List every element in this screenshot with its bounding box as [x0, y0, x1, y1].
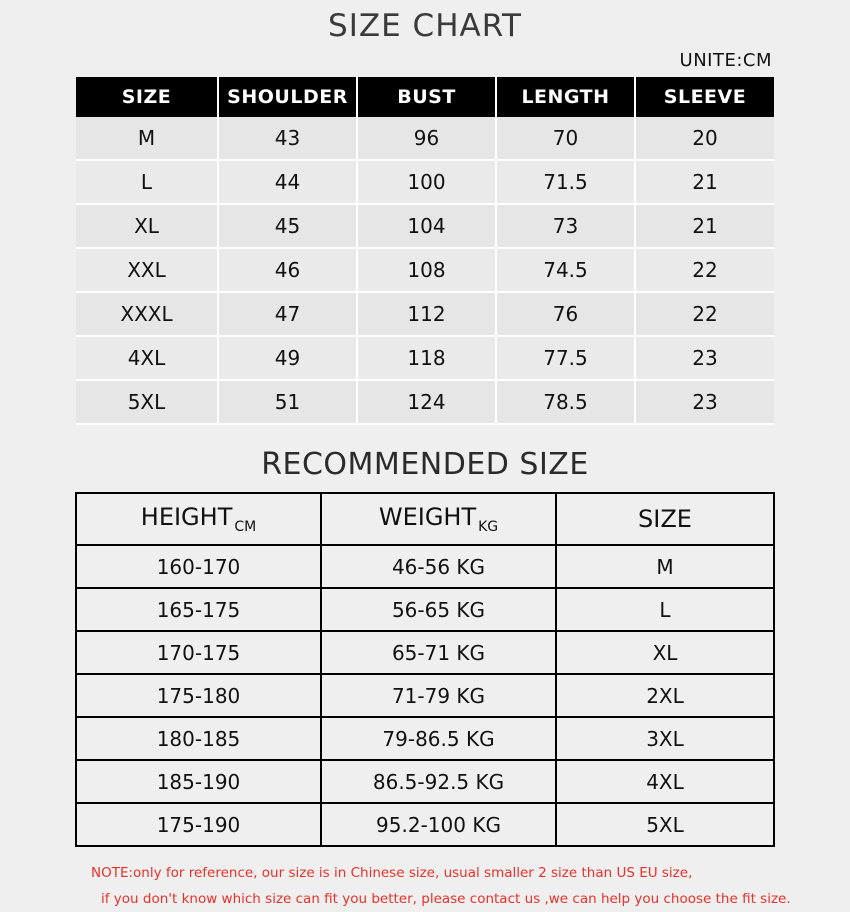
cell-sleeve: 22 — [635, 292, 774, 336]
note-block — [75, 861, 791, 912]
rec-header-row — [76, 493, 774, 545]
cell-bust: 108 — [357, 248, 496, 292]
column-header-recsize — [556, 493, 774, 545]
cell-height: 160-170 — [76, 545, 321, 588]
cell-height: 165-175 — [76, 588, 321, 631]
cell-weight: 95.2-100 KG — [321, 803, 556, 846]
table-header-row — [76, 77, 774, 117]
table-row — [76, 674, 774, 717]
note-line-1: NOTE:only for reference, our size is in Chinese size, usual smaller 2 size than US EU size, — [91, 865, 693, 881]
recommended-size-title: RECOMMENDED SIZE — [261, 447, 589, 482]
cell-weight: 79-86.5 KG — [321, 717, 556, 760]
cell-shoulder: 46 — [218, 248, 357, 292]
cell-height: 180-185 — [76, 717, 321, 760]
recommended-size-table — [75, 492, 775, 847]
cell-weight: 86.5-92.5 KG — [321, 760, 556, 803]
cell-length: 78.5 — [496, 380, 635, 424]
cell-size: L — [76, 160, 218, 204]
cell-weight: 56-65 KG — [321, 588, 556, 631]
unit-label: UNITE:CM — [679, 50, 772, 71]
cell-size: 2XL — [556, 674, 774, 717]
table-row — [76, 588, 774, 631]
cell-sleeve: 23 — [635, 336, 774, 380]
cell-size: 5XL — [556, 803, 774, 846]
cell-weight: 71-79 KG — [321, 674, 556, 717]
note-line-2: if you don't know which size can fit you better, please contact us ,we can help you choose the fit size. — [101, 890, 791, 907]
header-weight-unit: KG — [478, 518, 499, 535]
column-header-size: SIZE — [76, 77, 218, 117]
cell-length: 77.5 — [496, 336, 635, 380]
cell-sleeve: 21 — [635, 204, 774, 248]
column-header-length: LENGTH — [496, 77, 635, 117]
table-row — [76, 292, 774, 336]
column-header-weight — [321, 493, 556, 545]
table-row — [76, 117, 774, 160]
cell-length: 74.5 — [496, 248, 635, 292]
table-row — [76, 545, 774, 588]
cell-length: 76 — [496, 292, 635, 336]
cell-bust: 112 — [357, 292, 496, 336]
cell-length: 73 — [496, 204, 635, 248]
cell-shoulder: 44 — [218, 160, 357, 204]
header-weight-label: WEIGHT — [378, 503, 477, 532]
size-chart-table — [76, 77, 774, 425]
cell-bust: 104 — [357, 204, 496, 248]
cell-size: 4XL — [556, 760, 774, 803]
cell-weight: 46-56 KG — [321, 545, 556, 588]
cell-sleeve: 21 — [635, 160, 774, 204]
cell-shoulder: 47 — [218, 292, 357, 336]
table-row — [76, 631, 774, 674]
cell-bust: 100 — [357, 160, 496, 204]
cell-size: 4XL — [76, 336, 218, 380]
table-row — [76, 248, 774, 292]
table-row — [76, 717, 774, 760]
table-row — [76, 160, 774, 204]
cell-size: 3XL — [556, 717, 774, 760]
cell-sleeve: 22 — [635, 248, 774, 292]
header-height-label: HEIGHT — [140, 503, 233, 532]
cell-height: 175-180 — [76, 674, 321, 717]
cell-bust: 124 — [357, 380, 496, 424]
cell-sleeve: 20 — [635, 117, 774, 160]
table-row — [76, 336, 774, 380]
cell-size: M — [76, 117, 218, 160]
column-header-sleeve: SLEEVE — [635, 77, 774, 117]
cell-weight: 65-71 KG — [321, 631, 556, 674]
cell-shoulder: 49 — [218, 336, 357, 380]
cell-size: XXXL — [76, 292, 218, 336]
cell-height: 170-175 — [76, 631, 321, 674]
column-header-shoulder: SHOULDER — [218, 77, 357, 117]
cell-length: 71.5 — [496, 160, 635, 204]
cell-size: M — [556, 545, 774, 588]
table-row — [76, 204, 774, 248]
cell-size: XXL — [76, 248, 218, 292]
table-row — [76, 760, 774, 803]
table-row — [76, 380, 774, 424]
table-row — [76, 803, 774, 846]
column-header-height — [76, 493, 321, 545]
cell-length: 70 — [496, 117, 635, 160]
cell-bust: 118 — [357, 336, 496, 380]
cell-height: 175-190 — [76, 803, 321, 846]
cell-shoulder: 45 — [218, 204, 357, 248]
cell-size: 5XL — [76, 380, 218, 424]
cell-bust: 96 — [357, 117, 496, 160]
header-height-unit: CM — [234, 518, 257, 535]
cell-sleeve: 23 — [635, 380, 774, 424]
cell-size: L — [556, 588, 774, 631]
column-header-bust: BUST — [357, 77, 496, 117]
cell-shoulder: 43 — [218, 117, 357, 160]
cell-size: XL — [76, 204, 218, 248]
page-title: SIZE CHART — [328, 8, 522, 44]
cell-height: 185-190 — [76, 760, 321, 803]
cell-shoulder: 51 — [218, 380, 357, 424]
header-size-label: SIZE — [638, 505, 692, 533]
cell-size: XL — [556, 631, 774, 674]
